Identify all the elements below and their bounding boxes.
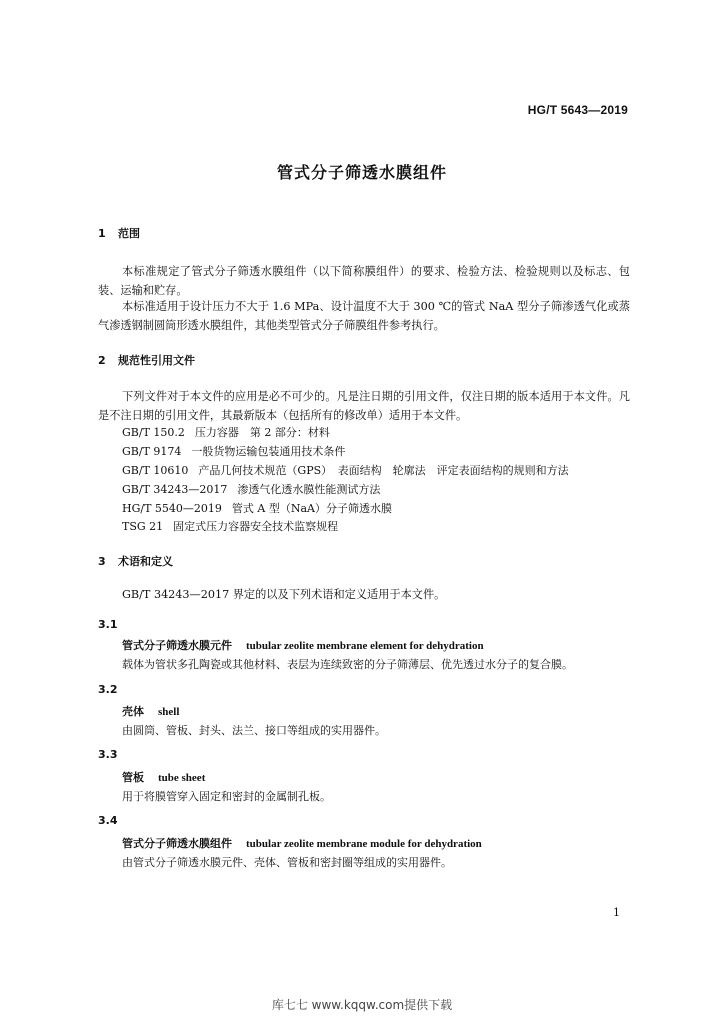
reference-item [122, 500, 392, 516]
section-3-heading [98, 553, 173, 569]
reference-item [122, 424, 330, 440]
term-definition: 用于将膜管穿入固定和密封的金属制孔板。 [122, 790, 331, 803]
term-chinese: 管板 [122, 771, 144, 784]
term-chinese: 壳体 [122, 705, 144, 718]
reference-item [122, 518, 338, 534]
reference-title: 压力容器 第 2 部分：材料 [194, 426, 330, 439]
term-number: 3.2 [98, 683, 118, 696]
term-number: 3.3 [98, 748, 118, 761]
section-2-heading [98, 352, 195, 368]
reference-code: TSG 21 [122, 520, 164, 533]
term-number: 3.1 [98, 618, 118, 631]
reference-title: 一般货物运输包装通用技术条件 [191, 445, 346, 458]
term-definition: 由管式分子筛透水膜元件、壳体、管板和密封圈等组成的实用器件。 [122, 856, 452, 869]
reference-item [122, 481, 380, 497]
term-chinese: 管式分子筛透水膜元件 [122, 639, 232, 652]
reference-code: GB/T 34243—2017 [122, 483, 228, 496]
section-1-paragraph-1: 本标准规定了管式分子筛透水膜组件（以下简称膜组件）的要求、检验方法、检验规则以及标志、包装、运输和贮存。 [98, 265, 630, 297]
reference-item [122, 462, 569, 478]
reference-item [122, 443, 345, 459]
download-watermark: 库七七 www.kqqw.com提供下载 [271, 998, 453, 1012]
term-english: tube sheet [158, 772, 206, 784]
reference-title: 固定式压力容器安全技术监察规程 [173, 520, 339, 533]
standard-code: HG/T 5643—2019 [527, 103, 628, 117]
reference-code: GB/T 150.2 [122, 426, 185, 439]
term-entry [122, 835, 482, 851]
section-1-paragraph-2: 本标准适用于设计压力不大于 1.6 MPa、设计温度不大于 300 ℃的管式 NaA 型分子筛渗透气化或蒸气渗透钢制圆筒形透水膜组件，其他类型管式分子筛膜组件参考执行。 [98, 300, 630, 332]
section-1-number: 1 [98, 227, 106, 240]
section-2-number: 2 [98, 354, 106, 367]
term-number: 3.4 [98, 814, 118, 827]
reference-title: 管式 A 型（NaA）分子筛透水膜 [231, 502, 392, 515]
term-english: tubular zeolite membrane module for dehydration [246, 838, 482, 850]
term-entry [122, 637, 484, 653]
reference-code: GB/T 10610 [122, 464, 189, 477]
section-3-paragraph: GB/T 34243—2017 界定的以及下列术语和定义适用于本文件。 [122, 588, 446, 601]
reference-code: GB/T 9174 [122, 445, 182, 458]
term-entry [122, 769, 205, 785]
section-2-title: 规范性引用文件 [118, 354, 195, 367]
section-1-title: 范围 [118, 227, 140, 240]
term-definition: 由圆筒、管板、封头、法兰、接口等组成的实用器件。 [122, 724, 386, 737]
term-definition: 载体为管状多孔陶瓷或其他材料、表层为连续致密的分子筛薄层、优先透过水分子的复合膜。 [122, 658, 573, 671]
reference-title: 渗透气化透水膜性能测试方法 [237, 483, 381, 496]
reference-title: 产品几何技术规范（GPS） 表面结构 轮廓法 评定表面结构的规则和方法 [198, 464, 569, 477]
term-chinese: 管式分子筛透水膜组件 [122, 837, 232, 850]
section-1-heading [98, 225, 140, 241]
section-3-title: 术语和定义 [118, 555, 173, 568]
reference-code: HG/T 5540—2019 [122, 502, 222, 515]
term-entry [122, 703, 179, 719]
section-2-paragraph: 下列文件对于本文件的应用是必不可少的。凡是注日期的引用文件，仅注日期的版本适用于本文件。凡是不注日期的引用文件，其最新版本（包括所有的修改单）适用于本文件。 [98, 390, 630, 422]
page-number: 1 [613, 906, 620, 919]
term-english: tubular zeolite membrane element for dehydration [246, 640, 484, 652]
section-3-number: 3 [98, 555, 106, 568]
document-title: 管式分子筛透水膜组件 [276, 163, 447, 182]
term-english: shell [158, 706, 180, 718]
